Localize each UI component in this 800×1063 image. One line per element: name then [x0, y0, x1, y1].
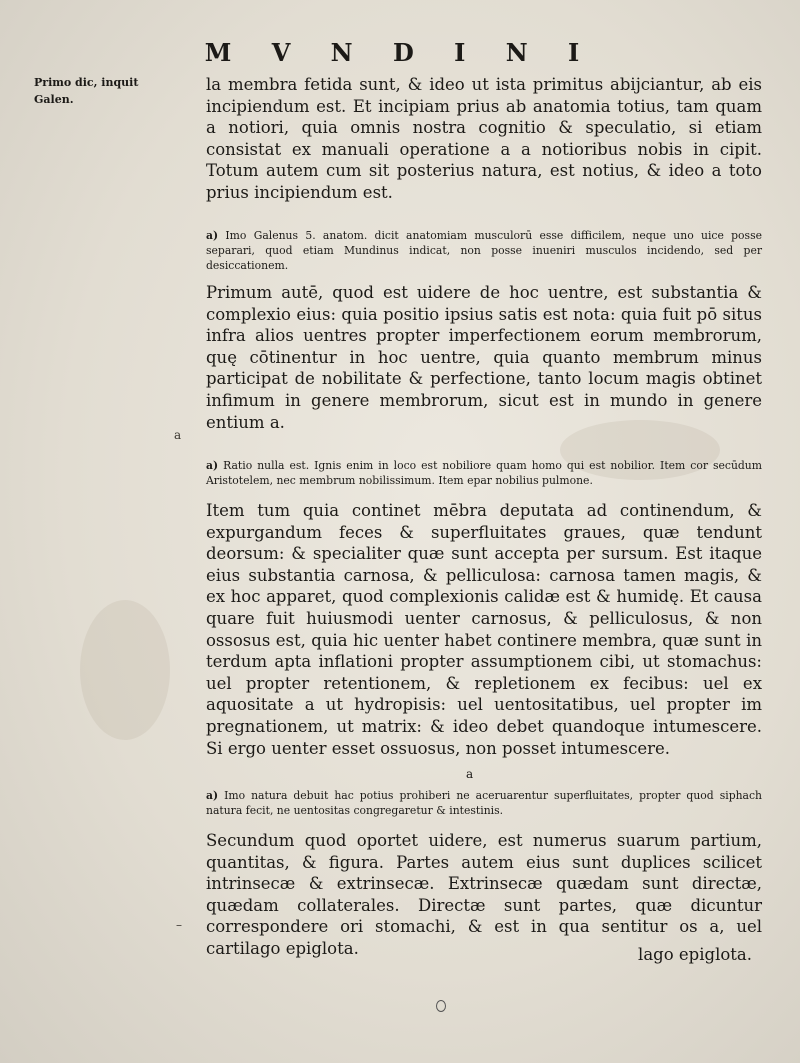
catchword: lago epiglota.: [638, 945, 752, 964]
footnote: [206, 788, 762, 818]
marginal-marker: a: [174, 428, 182, 442]
paragraph-text: Primum autē, quod est uidere de hoc uentre, est substantia & complexio eius: quia positio ipsius satis est nota: quia fuit pō situs infra alios uentres propter imperfectionem eorum membrorum, quę cōtinentur in hoc uentre, quia quanto membrum minus participat de nobilitate & perfectione, tanto locum magis obtinet infimum in genere membrorum, sicut est in mundo in genere entium a.: [206, 283, 762, 432]
footnote: [206, 458, 762, 488]
paragraph-text: Item tum quia continet mēbra deputata ad continendum, & expurgandum feces & superfluitates graues, quæ tendunt deorsum: & specialiter quæ sunt accepta per sursum. Est itaque eius substantia carnosa, & pelliculosa: carnosa tamen magis, & ex hoc apparet, quod complexionis calidæ est & humidę. Et causa quare fuit huiusmodi uenter carnosus, & pelliculosus, & non ossosus est, quia hic uenter habet continere membra, quæ sunt in terdum apta inflationi propter assumptionem cibi, ut stomachus: uel propter retentionem, & repletionem ex fecibus: uel ex aquositate a ut hydropisis: uel uentositatibus, uel propter im pregnationem, ut matrix: & ideo debet quandoque intumescere. Si ergo uenter esset ossuosus, non posset intumescere.: [206, 501, 762, 758]
footnote-text: Imo natura debuit hac potius prohiberi ne aceruarentur superfluitates, propter quod siphach natura fecit, ne uentositas congregaretur & intestinis.: [206, 789, 762, 817]
center-marker: a: [466, 767, 474, 781]
running-head: M V N D I N I: [204, 38, 596, 67]
main-paragraph: [206, 74, 762, 204]
main-paragraph: [206, 830, 762, 960]
footnote-label: a): [206, 229, 219, 242]
main-paragraph: [206, 282, 762, 433]
footnote-text: Ratio nulla est. Ignis enim in loco est nobiliore quam homo qui est nobilior. Item cor secūdum Aristotelem, nec membrum nobilissimum. Item epar nobilius pulmone.: [206, 459, 762, 487]
paragraph-text: Secundum quod oportet uidere, est numerus suarum partium, quantitas, & figura. Partes autem eius sunt duplices scilicet intrinsecæ & extrinsecæ. Extrinsecæ quædam sunt directæ, quædam collaterales. Directæ sunt partes, quæ dicuntur correspondere ori stomachi, & est in qua sentitur os a, uel cartilago epiglota.: [206, 831, 762, 958]
footnote-label: a): [206, 789, 219, 802]
margin-note: [34, 74, 204, 108]
footnote-text: Imo Galenus 5. anatom. dicit anatomiam musculorū esse difficilem, neque uno uice posse separari, quod etiam Mundinus indicat, non posse inueniri musculos incidendo, sed per desiccationem.: [206, 229, 762, 272]
paragraph-text: la membra fetida sunt, & ideo ut ista primitus abijciantur, ab eis incipiendum est. Et incipiam prius ab anatomia totius, tam quam a notiori, quia omnis nostra cognitio & speculatio, si etiam consistat ex manuali operatione a a notioribus nobis in cipit. Totum autem cum sit posterius natura, est notius, & ideo a toto prius incipiendum est.: [206, 75, 762, 202]
margin-note-line: Primo dic, inquit: [34, 76, 139, 89]
main-paragraph: [206, 500, 762, 759]
printer-mark: [436, 1000, 446, 1012]
margin-note-line: Galen.: [34, 93, 74, 106]
footnote: [206, 228, 762, 273]
paper-stain: [80, 600, 170, 740]
footnote-label: a): [206, 459, 219, 472]
marginal-dash: –: [176, 918, 182, 932]
